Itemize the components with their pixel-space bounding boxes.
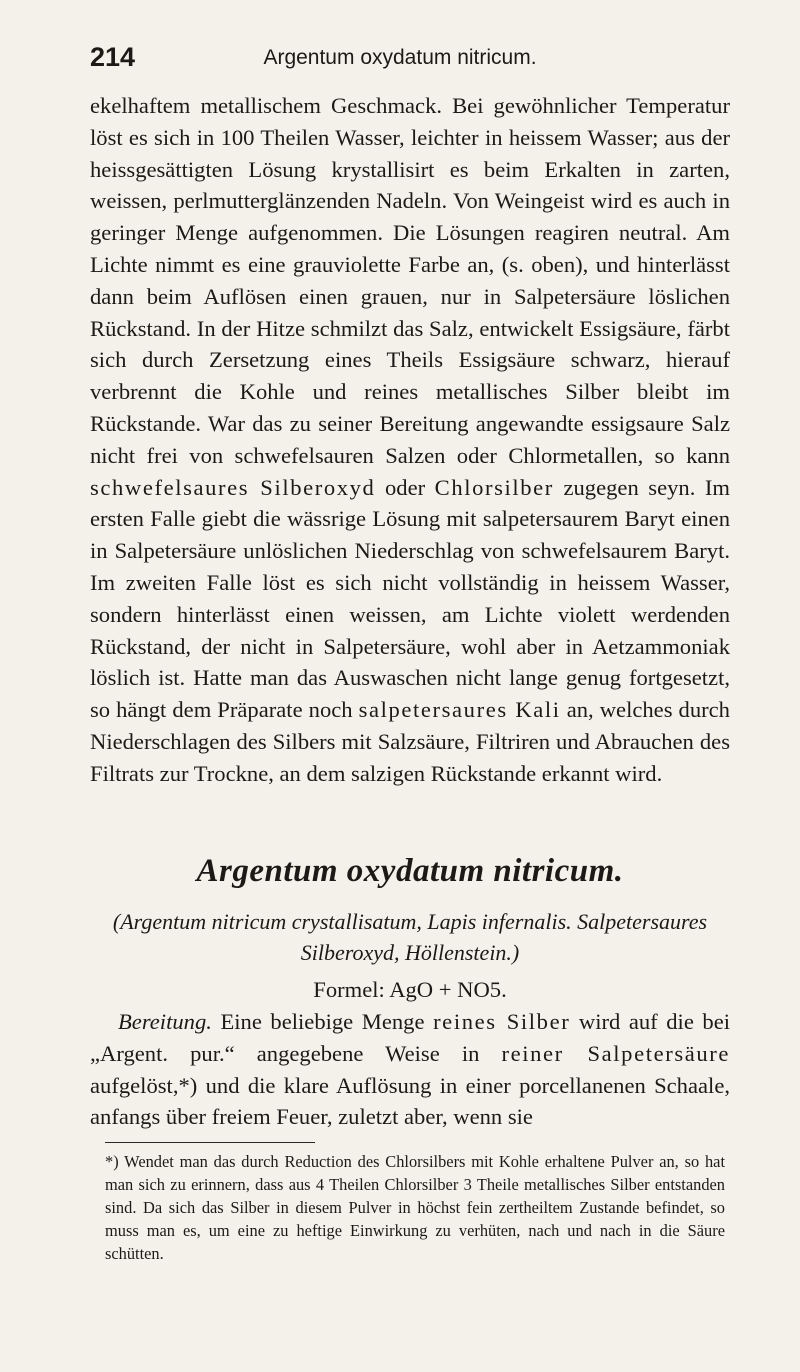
paragraph — [90, 1006, 730, 1133]
body-text — [90, 90, 730, 790]
section-heading: Argentum oxydatum nitricum. — [196, 853, 624, 889]
text-run: aufgelöst,*) und die klare Auflösung in einer porcellanenen Schaale, anfangs über freiem Feuer, zuletzt aber, wenn sie — [90, 1072, 730, 1130]
text-run: Eine beliebige Menge — [211, 1009, 434, 1034]
paragraph-continuation — [90, 90, 730, 790]
footnote — [105, 1150, 725, 1265]
paragraph-lead: Bereitung. — [118, 1009, 212, 1034]
chemical-formula — [90, 974, 730, 1005]
spaced-term: salpetersaures Kali — [358, 697, 561, 723]
running-head — [90, 42, 710, 82]
text-run: ekelhaftem metallischem Geschmack. Bei gewöhnlicher Temperatur löst es sich in 100 Theilen Wasser, leichter in heissem Wasser; aus der heissgesättigten Lösung krystallisirt es beim Erkalten in zarten, weissen, perlmutterglänzenden Nadeln. Von Weingeist wird es auch in geringer Menge aufgenommen. Die Lösungen reagiren neutral. Am Lichte nimmt es eine grauviolette Farbe an, (s. oben), und hinterlässt dann beim Auflösen einen grauen, nur in Salpetersäure löslichen Rückstand. In der Hitze schmilzt das Salz, entwickelt Essigsäure, färbt sich durch Zersetzung eines Theils Essigsäure schwarz, hierauf verbrennt die Kohle und reines metallisches Silber bleibt im Rückstande. War das zu seiner Bereitung angewandte essigsaure Salz nicht frei von schwefelsauren Salzen oder Chlormetallen, so kann — [90, 93, 730, 468]
text-run: zugegen seyn. Im ersten Falle giebt die wässrige Lösung mit salpetersaurem Baryt einen in Salpetersäure unlöslichen Niederschlag von schwefelsaurem Baryt. Im zweiten Falle löst es sich nicht vollständig in heissem Wasser, sondern hinterlässt einen weissen, am Lichte violett werdenden Rückstand, der nicht in Salpetersäure, wohl aber in Aetzammoniak löslich ist. Hatte man das Auswaschen nicht lange genug fortgesetzt, so hängt dem Präparate noch — [90, 474, 730, 723]
spaced-term: Chlorsilber — [434, 474, 554, 500]
text-run: oder — [375, 474, 435, 500]
footnote-text: *) Wendet man das durch Reduction des Chlorsilbers mit Kohle erhaltene Pulver an, so hat man sich zu erinnern, dass aus 4 Theilen Chlorsilber 3 Theile metallisches Silber entstanden sind. Da sich das Silber in diesem Pulver in höchst fein zertheiltem Zustande befindet, so muss man es, um eine zu heftige Einwirkung zu verhüten, nach und nach in die Säure schütten. — [105, 1152, 725, 1263]
spaced-term: reines Silber — [433, 1009, 571, 1034]
page-number: 214 — [90, 42, 136, 72]
spaced-term: reiner Salpetersäure — [501, 1040, 730, 1066]
formula-text: Formel: AgO + NO5. — [313, 977, 507, 1002]
spaced-term: schwefelsaures Silberoxyd — [90, 474, 376, 500]
text-run: wird auf die bei „Argent. pur.“ angegebene Weise in — [90, 1009, 730, 1066]
preparation-paragraph — [90, 1006, 730, 1133]
running-title: Argentum oxydatum nitricum. — [263, 46, 537, 69]
synonyms-line: (Argentum nitricum crystallisatum, Lapis infernalis. Salpetersaures Silberoxyd, Höllenstein.) — [112, 909, 708, 965]
footnote-rule — [105, 1142, 315, 1143]
text-run: an, welches durch Niederschlagen des Silbers mit Salzsäure, Filtriren und Abrauchen des Filtrats zur Trockne, an dem salzigen Rückstande erkannt wird. — [90, 697, 730, 786]
